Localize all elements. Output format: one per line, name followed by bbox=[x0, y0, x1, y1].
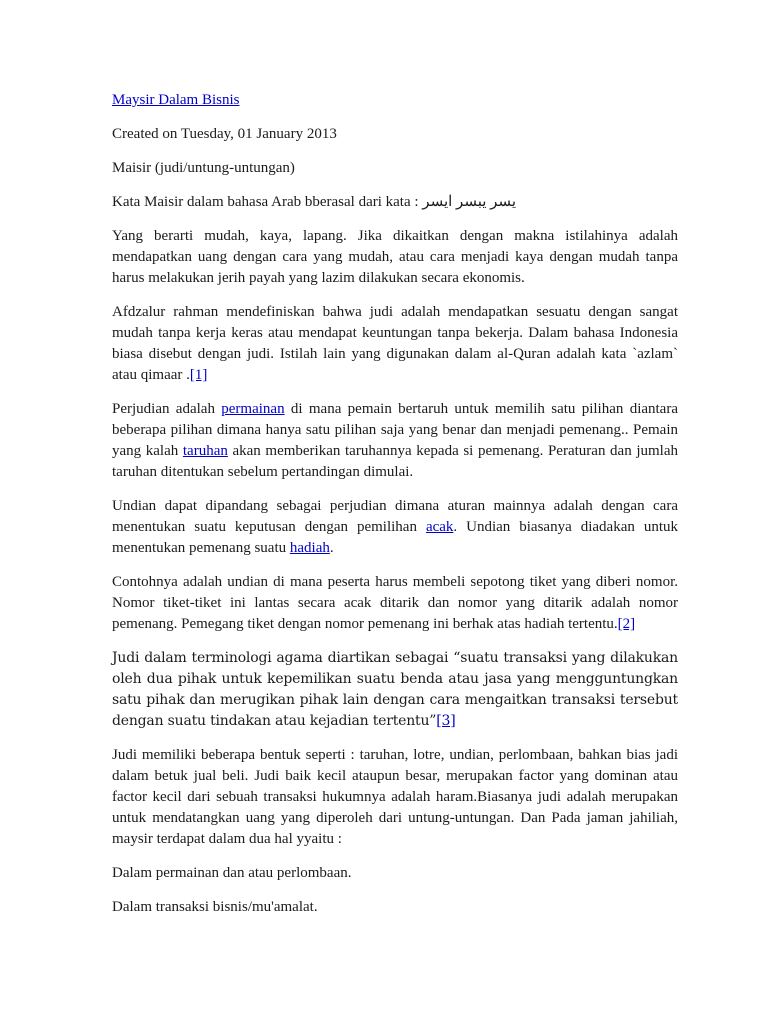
undian-text-0: Undian dapat dipandang sebagai perjudian dimana aturan mainnya adalah dengan cara menentukan suatu keputusan dengan pemilihan bbox=[112, 498, 678, 535]
subtitle-line: Maisir (judi/untung-untungan) bbox=[112, 160, 295, 176]
perjudian-text-2: akan memberikan taruhannya kepada si pemenang. Peraturan dan jumlah taruhan ditentukan sebelum pertandingan dimulai. bbox=[112, 443, 678, 480]
undian-text-1: . Undian biasanya diadakan untuk menentukan pemenang suatu bbox=[112, 519, 678, 556]
paragraph-bentuk-judi: Judi memiliki beberapa bentuk seperti : taruhan, lotre, undian, perlombaan, bahkan bias jadi dalam betuk jual beli. Judi baik kecil ataupun besar, merupakan factor yang dominan atau factor kecil dari sebuah transaksi hukumnya adalah haram.Biasanya judi adalah merupakan untuk mendatangkan uang yang diperoleh dari untung-untungan. Dan Pada jaman jahiliah, maysir terdapat dalam dua hal yyaitu : bbox=[112, 747, 678, 847]
link-acak[interactable]: acak bbox=[425, 519, 454, 535]
perjudian-text-1: di mana pemain bertaruh untuk memilih satu pilihan diantara beberapa pilihan dimana hanya satu pilihan saja yang benar dan menjadi pemenang.. Pemain yang kalah bbox=[112, 401, 678, 459]
link-taruhan[interactable]: taruhan bbox=[182, 443, 228, 459]
document-title bbox=[112, 90, 678, 111]
etymology-prefix-text: Kata Maisir dalam bahasa Arab bberasal dari kata : bbox=[112, 194, 423, 210]
etymology-arabic-text: يسر يبسر ايسر bbox=[422, 194, 516, 210]
link-permainan[interactable]: permainan bbox=[221, 401, 285, 417]
paragraph-perjudian bbox=[112, 399, 678, 483]
paragraph-contoh-undian bbox=[112, 572, 678, 635]
etymology-line bbox=[112, 192, 678, 213]
undian-text-2: . bbox=[329, 540, 334, 556]
list-item-permainan: Dalam permainan dan atau perlombaan. bbox=[112, 865, 352, 881]
paragraph-definition: Yang berarti mudah, kaya, lapang. Jika dikaitkan dengan makna istilahinya adalah mendapatkan uang dengan cara yang mudah, atau cara menjadi kaya dengan mudah tanpa harus melakukan jerih payah yang lazim dilakukan secara ekonomis. bbox=[112, 228, 678, 286]
link-hadiah[interactable]: hadiah bbox=[289, 540, 330, 556]
footnote-link-2[interactable]: [2] bbox=[617, 616, 636, 632]
paragraph-undian bbox=[112, 496, 678, 559]
terminologi-text: Judi dalam terminologi agama diartikan sebagai “suatu transaksi yang dilakukan oleh dua pihak untuk kepemilikan suatu benda atau jasa yang mengguntungkan satu pihak dan merugikan pihak lain dengan cara mengaitkan transaksi tersebut dengan suatu tindakan atau kejadian tertentu” bbox=[112, 650, 678, 729]
document-title-link[interactable]: Maysir Dalam Bisnis bbox=[112, 92, 240, 108]
paragraph-terminologi-agama bbox=[112, 648, 678, 732]
list-item-transaksi: Dalam transaksi bisnis/mu'amalat. bbox=[112, 899, 318, 915]
paragraph-afdzalur-rahman bbox=[112, 302, 678, 386]
perjudian-text-0: Perjudian adalah bbox=[112, 401, 222, 417]
paragraph-afdzalur-text: Afdzalur rahman mendefiniskan bahwa judi adalah mendapatkan sesuatu dengan sangat mudah tanpa kerja keras atau mendapat keuntungan tanpa bekerja. Dalam bahasa Indonesia biasa disebut dengan judi. Istilah lain yang digunakan dalam al-Quran adalah kata `azlam` atau qimaar . bbox=[112, 304, 678, 383]
footnote-link-1[interactable]: [1] bbox=[189, 367, 208, 383]
created-date-line: Created on Tuesday, 01 January 2013 bbox=[112, 126, 337, 142]
contoh-text: Contohnya adalah undian di mana peserta harus membeli sepotong tiket yang diberi nomor. Nomor tiket-tiket ini lantas secara acak ditarik dan nomor yang ditarik adalah nomor pemenang. Pemegang tiket dengan nomor pemenang ini berhak atas hadiah tertentu. bbox=[112, 574, 678, 632]
footnote-link-3[interactable]: [3] bbox=[436, 713, 456, 729]
